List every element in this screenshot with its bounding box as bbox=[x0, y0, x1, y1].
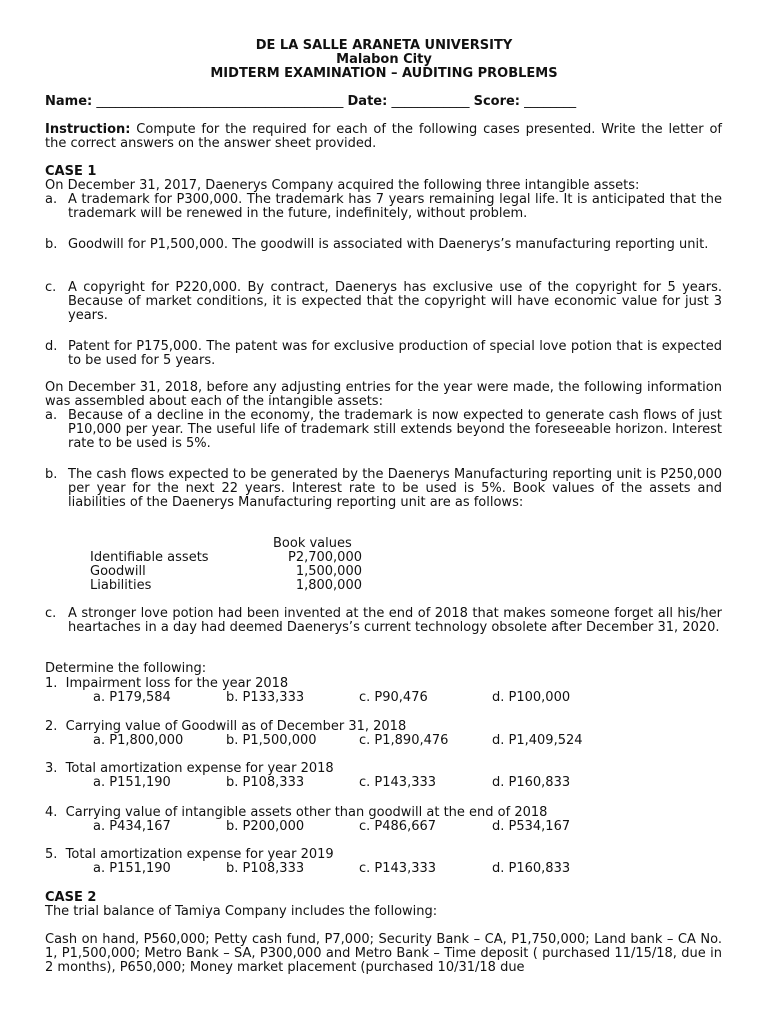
question-line bbox=[45, 720, 406, 734]
case1-intro2: On December 31, 2018, before any adjusting entries for the year were made, the following information was assembled about each of the intangible assets: bbox=[45, 380, 722, 409]
question-number: 3. bbox=[45, 761, 58, 776]
university-name: DE LA SALLE ARANETA UNIVERSITY bbox=[255, 38, 513, 53]
instruction-text: Compute for the required for each of the following cases presented. Write the letter of the correct answers on the answer sheet provided. bbox=[45, 122, 722, 151]
asset-text: Patent for P175,000. The patent was for exclusive production of special love potion that is expected to be used for 5 years. bbox=[68, 339, 722, 368]
answer-option-d: d. P534,167 bbox=[492, 819, 571, 834]
answer-option-c: c. P143,333 bbox=[359, 861, 437, 876]
answer-option-a: a. P434,167 bbox=[93, 819, 171, 834]
score-blank: ________ bbox=[524, 94, 577, 109]
question-text: Carrying value of Goodwill as of December 31, 2018 bbox=[65, 719, 407, 734]
asset-text: Goodwill for P1,500,000. The goodwill is associated with Daenerys’s manufacturing reporting unit. bbox=[68, 237, 709, 252]
answer-option-b: b. P200,000 bbox=[226, 819, 305, 834]
info-text: Because of a decline in the economy, the trademark is now expected to generate cash flows of just P10,000 per year. The useful life of trademark still extends beyond the foreseeable horizon. Interest rate to be used is 5%. bbox=[68, 408, 722, 451]
info-text: A stronger love potion had been invented at the end of 2018 that makes someone forget all his/her heartaches in a day had deemed Daenerys’s current technology obsolete after December 31, 2020. bbox=[68, 606, 722, 635]
determine-label: Determine the following: bbox=[45, 661, 207, 676]
question-text: Impairment loss for the year 2018 bbox=[65, 676, 289, 691]
instruction bbox=[45, 123, 722, 151]
question-line bbox=[45, 806, 547, 820]
book-value-label: Identifiable assets bbox=[90, 550, 209, 565]
info-text: The cash flows expected to be generated by the Daenerys Manufacturing reporting unit is P250,000 per year for the next 22 years. Interest rate to be used is 5%. Book values of the assets and liabilities of the Daenerys Manufacturing reporting unit are as follows: bbox=[68, 467, 722, 510]
answer-option-c: c. P143,333 bbox=[359, 775, 437, 790]
score-label: Score: bbox=[473, 94, 521, 109]
case2-text: Cash on hand, P560,000; Petty cash fund, P7,000; Security Bank – CA, P1,750,000; Land bank – CA No. 1, P1,500,000; Metro Bank – SA, P300,000 and Metro Bank – Time deposit ( purchased 11/15/18, due in 2 months), P650,000; Money market placement (purchased 10/31/18 due bbox=[45, 932, 722, 975]
question-line bbox=[45, 677, 288, 691]
info-letter: c. bbox=[45, 606, 57, 621]
answer-option-b: b. P108,333 bbox=[226, 861, 305, 876]
book-value-label: Liabilities bbox=[90, 578, 152, 593]
answer-option-c: c. P1,890,476 bbox=[359, 733, 449, 748]
answer-option-b: b. P108,333 bbox=[226, 775, 305, 790]
question-number: 4. bbox=[45, 805, 58, 820]
asset-item bbox=[45, 193, 722, 221]
case1-title: CASE 1 bbox=[45, 164, 97, 179]
instruction-label: Instruction: bbox=[45, 122, 131, 137]
question-line bbox=[45, 848, 334, 862]
case1-intro: On December 31, 2017, Daenerys Company acquired the following three intangible assets: bbox=[45, 178, 640, 193]
book-values-header: Book values bbox=[273, 536, 352, 551]
book-value-amount: P2,700,000 bbox=[287, 550, 362, 565]
answer-option-d: d. P1,409,524 bbox=[492, 733, 583, 748]
asset-item bbox=[45, 340, 722, 368]
asset-letter: b. bbox=[45, 237, 58, 252]
exam-title: MIDTERM EXAMINATION – AUDITING PROBLEMS bbox=[210, 66, 558, 81]
question-number: 1. bbox=[45, 676, 58, 691]
answer-option-b: b. P1,500,000 bbox=[226, 733, 317, 748]
asset-item bbox=[45, 281, 722, 323]
answer-option-d: d. P160,833 bbox=[492, 861, 571, 876]
asset-letter: a. bbox=[45, 192, 58, 207]
case2-title: CASE 2 bbox=[45, 890, 97, 905]
asset-letter: c. bbox=[45, 280, 57, 295]
answer-option-a: a. P179,584 bbox=[93, 690, 171, 705]
answer-option-c: c. P486,667 bbox=[359, 819, 437, 834]
question-text: Total amortization expense for year 2018 bbox=[65, 761, 334, 776]
answer-option-a: a. P151,190 bbox=[93, 861, 171, 876]
question-text: Carrying value of intangible assets other than goodwill at the end of 2018 bbox=[65, 805, 548, 820]
book-value-amount: 1,800,000 bbox=[295, 578, 362, 593]
answer-option-d: d. P100,000 bbox=[492, 690, 571, 705]
answer-option-b: b. P133,333 bbox=[226, 690, 305, 705]
asset-letter: d. bbox=[45, 339, 58, 354]
case2-intro: The trial balance of Tamiya Company includes the following: bbox=[45, 904, 438, 919]
info-item bbox=[45, 468, 722, 510]
question-text: Total amortization expense for year 2019 bbox=[65, 847, 334, 862]
info-item bbox=[45, 607, 722, 635]
answer-option-a: a. P1,800,000 bbox=[93, 733, 184, 748]
city: Malabon City bbox=[336, 52, 432, 67]
question-line bbox=[45, 762, 334, 776]
book-value-label: Goodwill bbox=[90, 564, 146, 579]
name-label: Name: bbox=[45, 94, 93, 109]
date-label: Date: bbox=[347, 94, 388, 109]
asset-text: A trademark for P300,000. The trademark has 7 years remaining legal life. It is anticipated that the trademark will be renewed in the future, indefinitely, without problem. bbox=[68, 192, 722, 221]
info-letter: b. bbox=[45, 467, 58, 482]
question-number: 5. bbox=[45, 847, 58, 862]
answer-option-d: d. P160,833 bbox=[492, 775, 571, 790]
answer-option-a: a. P151,190 bbox=[93, 775, 171, 790]
name-blank: ______________________________________ bbox=[96, 94, 344, 109]
date-blank: ____________ bbox=[391, 94, 470, 109]
student-fields bbox=[45, 95, 722, 109]
book-value-amount: 1,500,000 bbox=[295, 564, 362, 579]
asset-text: A copyright for P220,000. By contract, Daenerys has exclusive use of the copyright for 5 years. Because of market conditions, it is expected that the copyright will have economic value for just 3 years. bbox=[68, 280, 722, 323]
question-number: 2. bbox=[45, 719, 58, 734]
info-letter: a. bbox=[45, 408, 58, 423]
asset-item bbox=[45, 238, 722, 252]
info-item bbox=[45, 409, 722, 451]
answer-option-c: c. P90,476 bbox=[359, 690, 428, 705]
